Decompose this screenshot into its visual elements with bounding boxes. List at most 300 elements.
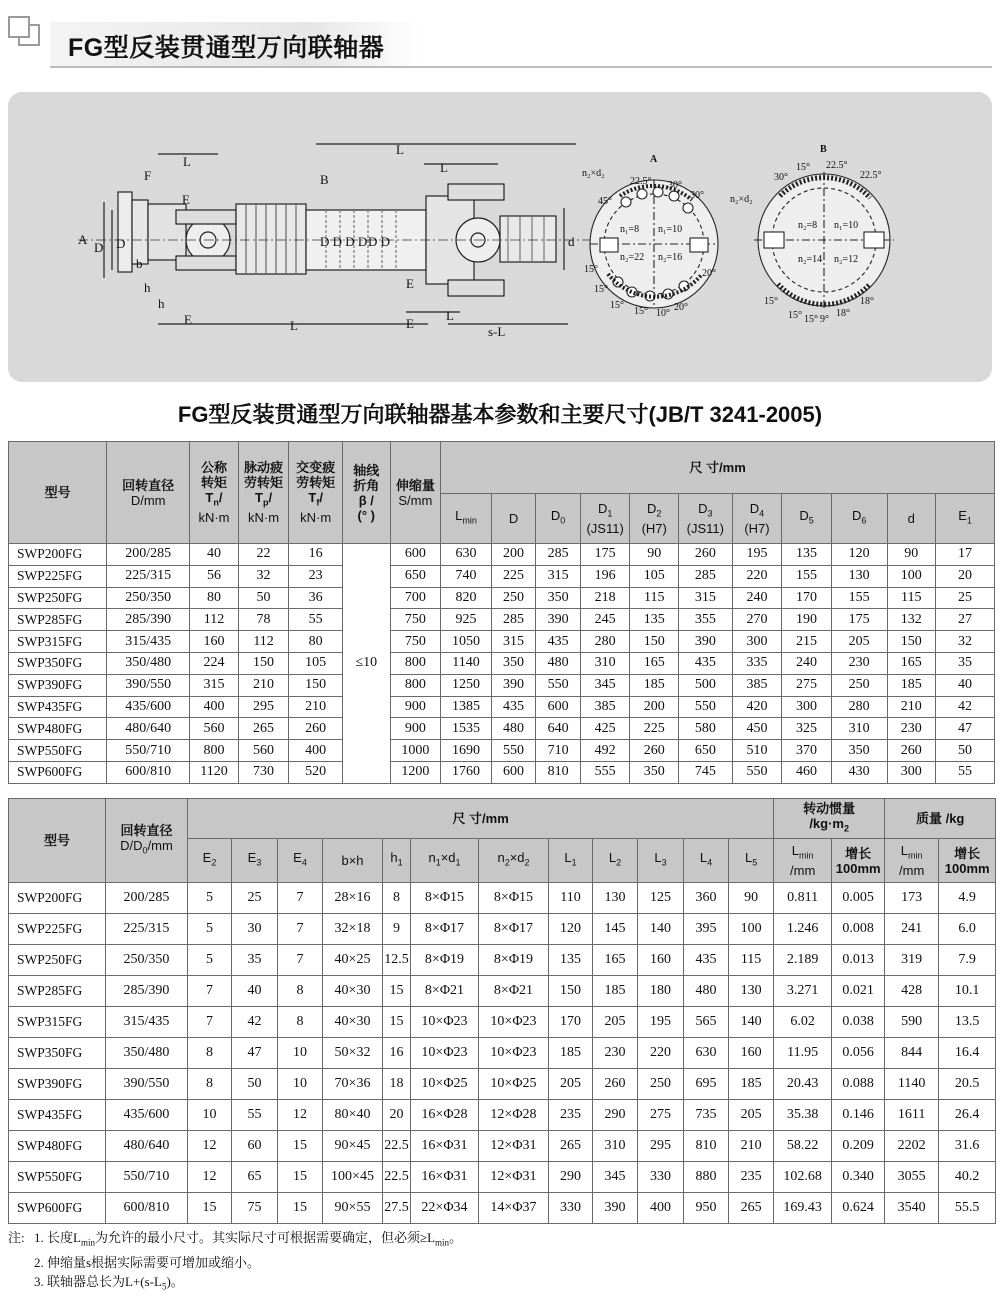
svg-text:n₂×d₂: n₂×d₂: [582, 168, 605, 179]
table-cell: 275: [782, 674, 832, 696]
table-cell: 50×32: [323, 1038, 383, 1069]
table-cell: 600: [491, 761, 536, 783]
col-l5: $L_5$: [729, 839, 774, 883]
table-cell: 165: [630, 652, 679, 674]
svg-text:15°: 15°: [788, 310, 802, 321]
table-cell: 260: [887, 740, 936, 762]
table-cell: 600/810: [106, 1193, 188, 1224]
col-inertia: 转动惯量 $/kg\cdot m_2$: [774, 799, 885, 839]
table-cell: 8×Φ17: [479, 914, 549, 945]
table-cell: 800: [390, 674, 441, 696]
table-cell: 800: [390, 652, 441, 674]
table-cell: 8: [383, 883, 411, 914]
table-cell: 155: [782, 565, 832, 587]
col-e3: $E_3$: [232, 839, 278, 883]
table-cell: 13.5: [939, 1007, 996, 1038]
table-cell: 195: [732, 544, 782, 566]
table-cell: 42: [232, 1007, 278, 1038]
table-cell: 160: [638, 945, 684, 976]
table-cell: 10×Φ25: [411, 1069, 479, 1100]
table-cell: 205: [549, 1069, 593, 1100]
table-cell: 25: [936, 587, 995, 609]
table-cell: 520: [289, 761, 343, 783]
col-inertia-lmin: $L_{min}$ /mm: [774, 839, 832, 883]
table-cell: 250: [831, 674, 887, 696]
table-cell: 355: [679, 609, 733, 631]
table-row: [9, 740, 995, 762]
table-cell: 165: [593, 945, 638, 976]
table-cell: 290: [549, 1162, 593, 1193]
table-cell: 112: [190, 609, 239, 631]
table-row: [9, 609, 995, 631]
table-row: [9, 945, 996, 976]
col-d3: $D_3$ (JS11): [679, 494, 733, 544]
col-d6: $D_6$: [831, 494, 887, 544]
table-cell: 230: [593, 1038, 638, 1069]
table-cell: 310: [593, 1131, 638, 1162]
table-cell: 300: [732, 631, 782, 653]
svg-text:45°: 45°: [598, 196, 612, 207]
table-cell: 120: [549, 914, 593, 945]
table-cell: 260: [679, 544, 733, 566]
table-cell: 600: [536, 696, 581, 718]
model-cell: SWP225FG: [9, 914, 106, 945]
table-cell: 295: [238, 696, 289, 718]
model-cell: SWP600FG: [9, 761, 107, 783]
table-cell: 15: [278, 1162, 323, 1193]
table-cell: 100: [887, 565, 936, 587]
table-cell: 325: [782, 718, 832, 740]
table-cell: 650: [390, 565, 441, 587]
table-cell: 150: [549, 976, 593, 1007]
table-cell: 0.088: [832, 1069, 885, 1100]
svg-text:n₂×d₂: n₂×d₂: [730, 194, 753, 205]
table-cell: 750: [390, 609, 441, 631]
table-cell: 35: [232, 945, 278, 976]
table-row: [9, 1038, 996, 1069]
col-d0: $D_0$: [536, 494, 581, 544]
table-cell: 7: [278, 883, 323, 914]
model-cell: SWP315FG: [9, 1007, 106, 1038]
table-cell: 730: [238, 761, 289, 783]
table-cell: 390/550: [107, 674, 190, 696]
svg-text:20°: 20°: [674, 302, 688, 313]
table-cell: 800: [190, 740, 239, 762]
table-cell: 295: [638, 1131, 684, 1162]
note-3: 3. 联轴器总长为$L+(s-L_5)$。: [34, 1273, 184, 1292]
table-cell: 280: [580, 631, 630, 653]
table-cell: 0.038: [832, 1007, 885, 1038]
table-cell: 90×45: [323, 1131, 383, 1162]
table-cell: 15: [278, 1131, 323, 1162]
table-cell: 10: [278, 1069, 323, 1100]
table-cell: 16: [383, 1038, 411, 1069]
table-cell: 250: [638, 1069, 684, 1100]
table-cell: 8×Φ21: [479, 976, 549, 1007]
table-cell: 160: [190, 631, 239, 653]
svg-text:E: E: [184, 312, 192, 327]
table-cell: 8: [278, 976, 323, 1007]
table-cell: 265: [729, 1193, 774, 1224]
table-cell: 3.271: [774, 976, 832, 1007]
svg-text:18°: 18°: [836, 308, 850, 319]
table-cell: 315/435: [106, 1007, 188, 1038]
table-cell: 225: [491, 565, 536, 587]
table-row: [9, 696, 995, 718]
table-cell: 0.056: [832, 1038, 885, 1069]
svg-text:B: B: [320, 172, 329, 187]
table-cell: 22: [238, 544, 289, 566]
svg-text:E: E: [406, 316, 414, 331]
col-mass-increase: 增长 100mm: [939, 839, 996, 883]
table-cell: 580: [679, 718, 733, 740]
table-cell: 195: [638, 1007, 684, 1038]
svg-text:b: b: [136, 256, 143, 271]
table-cell: 8×Φ19: [411, 945, 479, 976]
table-cell: 185: [593, 976, 638, 1007]
svg-text:22.5°: 22.5°: [630, 176, 652, 187]
table-cell: 3540: [885, 1193, 939, 1224]
table-cell: 0.021: [832, 976, 885, 1007]
svg-text:D D: D D: [368, 234, 391, 249]
table-cell: 5: [188, 945, 232, 976]
table-cell: 7: [188, 1007, 232, 1038]
table-cell: 235: [729, 1162, 774, 1193]
table-cell: 40.2: [939, 1162, 996, 1193]
table-cell: 560: [238, 740, 289, 762]
model-cell: SWP285FG: [9, 609, 107, 631]
table-cell: 435/600: [107, 696, 190, 718]
col-model: 型号: [9, 442, 107, 544]
table-cell: 370: [782, 740, 832, 762]
svg-text:15°: 15°: [804, 314, 818, 325]
table-cell: 36: [289, 587, 343, 609]
table-cell: 315: [190, 674, 239, 696]
table-cell: 640: [536, 718, 581, 740]
svg-text:n₂=12: n₂=12: [834, 254, 859, 265]
table-cell: 350: [536, 587, 581, 609]
col-bxh: b×h: [323, 839, 383, 883]
table-cell: 12: [188, 1162, 232, 1193]
svg-text:22.5°: 22.5°: [860, 170, 882, 181]
table-cell: 55: [289, 609, 343, 631]
table-cell: 245: [580, 609, 630, 631]
table-cell: 7.9: [939, 945, 996, 976]
col-d2: $D_2$ (H7): [630, 494, 679, 544]
table-cell: 480: [491, 718, 536, 740]
table-cell: 395: [684, 914, 729, 945]
col-e4: $E_4$: [278, 839, 323, 883]
technical-drawing: [8, 92, 992, 382]
svg-text:15°: 15°: [634, 306, 648, 317]
angle-cell: ≤10: [343, 544, 391, 784]
table-cell: 169.43: [774, 1193, 832, 1224]
table-cell: 70×36: [323, 1069, 383, 1100]
svg-text:n₂=8: n₂=8: [798, 220, 818, 231]
table-cell: 225/315: [106, 914, 188, 945]
note-1: 注: 1. 长度$L_{min}$为允许的最小尺寸。其实际尺寸可根据需要确定，但必须$\ge L_{min}$。: [8, 1230, 463, 1248]
model-cell: SWP285FG: [9, 976, 106, 1007]
table-cell: 210: [887, 696, 936, 718]
table-cell: 390/550: [106, 1069, 188, 1100]
table-cell: 16×Φ28: [411, 1100, 479, 1131]
svg-text:h: h: [158, 296, 165, 311]
svg-text:30°: 30°: [690, 190, 704, 201]
table-cell: 55.5: [939, 1193, 996, 1224]
table-row: [9, 674, 995, 696]
table-cell: 435: [679, 652, 733, 674]
table-cell: 12: [278, 1100, 323, 1131]
table-cell: 220: [732, 565, 782, 587]
table-cell: 310: [580, 652, 630, 674]
col-mass: 质量 /kg: [885, 799, 996, 839]
table-cell: 23: [289, 565, 343, 587]
table-cell: 285/390: [107, 609, 190, 631]
table-cell: 15: [188, 1193, 232, 1224]
table-cell: 700: [390, 587, 441, 609]
table-cell: 50: [238, 587, 289, 609]
table-cell: 315: [491, 631, 536, 653]
table-cell: 8: [278, 1007, 323, 1038]
svg-text:n₁=8: n₁=8: [620, 224, 640, 235]
table-cell: 820: [441, 587, 492, 609]
table-cell: 180: [638, 976, 684, 1007]
table-row: [9, 544, 995, 566]
col-alternating-torque: 交变疲 劳转矩 $T_f/$ kN·m: [289, 442, 343, 544]
table-cell: 345: [593, 1162, 638, 1193]
table-cell: 1690: [441, 740, 492, 762]
table-cell: 390: [679, 631, 733, 653]
col-model: 型号: [9, 799, 106, 883]
col-dimensions: 尺 寸/mm: [188, 799, 774, 839]
table-cell: 215: [782, 631, 832, 653]
table-cell: 8: [188, 1038, 232, 1069]
table-cell: 185: [887, 674, 936, 696]
table-cell: 32: [936, 631, 995, 653]
table-cell: 630: [441, 544, 492, 566]
table-cell: 360: [684, 883, 729, 914]
table-cell: 65: [232, 1162, 278, 1193]
svg-text:10°: 10°: [656, 308, 670, 319]
col-axis-angle: 轴线 折角 β / (° ): [343, 442, 391, 544]
table-cell: 25: [232, 883, 278, 914]
table-cell: 315/435: [107, 631, 190, 653]
table-cell: 430: [831, 761, 887, 783]
table-cell: 480: [684, 976, 729, 1007]
svg-text:s-L: s-L: [488, 324, 506, 339]
table-cell: 210: [729, 1131, 774, 1162]
table-cell: 230: [831, 652, 887, 674]
model-cell: SWP550FG: [9, 1162, 106, 1193]
table-title: FG型反装贯通型万向联轴器基本参数和主要尺寸(JB/T 3241-2005): [177, 402, 823, 427]
table-cell: 240: [782, 652, 832, 674]
table-row: [9, 1007, 996, 1038]
table-cell: 115: [729, 945, 774, 976]
table-cell: 130: [729, 976, 774, 1007]
table-cell: 250: [491, 587, 536, 609]
table-cell: 350: [491, 652, 536, 674]
table-row: [9, 1131, 996, 1162]
table-cell: 110: [549, 883, 593, 914]
table-row: [9, 565, 995, 587]
svg-text:F: F: [144, 168, 152, 183]
col-n1d1: $n_1\times d_1$: [411, 839, 479, 883]
table-cell: 205: [831, 631, 887, 653]
table-cell: 75: [232, 1193, 278, 1224]
table-row: [9, 761, 995, 783]
table-cell: 285: [491, 609, 536, 631]
table-cell: 200: [491, 544, 536, 566]
table-cell: 900: [390, 696, 441, 718]
table-cell: 0.013: [832, 945, 885, 976]
table-cell: 1200: [390, 761, 441, 783]
svg-text:9°: 9°: [820, 314, 829, 325]
col-d5: $D_5$: [782, 494, 832, 544]
table-cell: 6.02: [774, 1007, 832, 1038]
table-cell: 135: [630, 609, 679, 631]
table-cell: 319: [885, 945, 939, 976]
table-cell: 205: [729, 1100, 774, 1131]
table-cell: 230: [887, 718, 936, 740]
table-cell: 1000: [390, 740, 441, 762]
table-cell: 285: [536, 544, 581, 566]
table-cell: 550: [536, 674, 581, 696]
table-cell: 10×Φ25: [479, 1069, 549, 1100]
table-cell: 130: [593, 883, 638, 914]
model-cell: SWP350FG: [9, 1038, 106, 1069]
dimensions-body: [9, 883, 996, 1224]
table-cell: 12×Φ31: [479, 1162, 549, 1193]
table-cell: 170: [782, 587, 832, 609]
table-cell: 10: [278, 1038, 323, 1069]
model-cell: SWP200FG: [9, 544, 107, 566]
table-cell: 90: [729, 883, 774, 914]
page-header: [0, 0, 1000, 82]
table-cell: 10×Φ23: [411, 1038, 479, 1069]
table-cell: 385: [580, 696, 630, 718]
table-cell: 0.146: [832, 1100, 885, 1131]
model-cell: SWP390FG: [9, 674, 107, 696]
table-cell: 18: [383, 1069, 411, 1100]
table-cell: 47: [232, 1038, 278, 1069]
table-cell: 175: [580, 544, 630, 566]
table-cell: 8×Φ15: [411, 883, 479, 914]
table-cell: 220: [638, 1038, 684, 1069]
table-cell: 32: [238, 565, 289, 587]
table-cell: 80×40: [323, 1100, 383, 1131]
table-cell: 40×25: [323, 945, 383, 976]
basic-parameters-body: [9, 544, 995, 784]
table-cell: 26.4: [939, 1100, 996, 1131]
model-cell: SWP480FG: [9, 718, 107, 740]
table-cell: 7: [278, 914, 323, 945]
table-row: [9, 718, 995, 740]
table-cell: 8×Φ19: [479, 945, 549, 976]
table-cell: 55: [232, 1100, 278, 1131]
table-cell: 350: [831, 740, 887, 762]
table-cell: 90: [630, 544, 679, 566]
table-cell: 270: [732, 609, 782, 631]
table-cell: 240: [732, 587, 782, 609]
drawing-svg: [8, 92, 992, 382]
svg-text:n₂=16: n₂=16: [658, 252, 683, 263]
table-cell: 200: [630, 696, 679, 718]
table-cell: 40: [190, 544, 239, 566]
table-cell: 1535: [441, 718, 492, 740]
table-cell: 150: [289, 674, 343, 696]
svg-text:L: L: [183, 154, 191, 169]
table-cell: 140: [729, 1007, 774, 1038]
table-cell: 15: [383, 1007, 411, 1038]
table-cell: 0.340: [832, 1162, 885, 1193]
table-cell: 10×Φ23: [479, 1007, 549, 1038]
table-cell: 1140: [441, 652, 492, 674]
table-cell: 492: [580, 740, 630, 762]
model-cell: SWP390FG: [9, 1069, 106, 1100]
table-cell: 4.9: [939, 883, 996, 914]
table-cell: 100: [729, 914, 774, 945]
table-cell: 5: [188, 883, 232, 914]
table-cell: 11.95: [774, 1038, 832, 1069]
table-cell: 20.5: [939, 1069, 996, 1100]
table-cell: 12: [188, 1131, 232, 1162]
table-cell: 1.246: [774, 914, 832, 945]
table-cell: 15: [383, 976, 411, 1007]
table-cell: 10×Φ23: [411, 1007, 479, 1038]
notes: [8, 1228, 998, 1296]
table-cell: 105: [630, 565, 679, 587]
svg-text:L: L: [396, 142, 404, 157]
table-cell: 60: [232, 1131, 278, 1162]
table-cell: 460: [782, 761, 832, 783]
table-cell: 115: [630, 587, 679, 609]
table-cell: 0.209: [832, 1131, 885, 1162]
col-d-small: d: [887, 494, 936, 544]
svg-text:d: d: [568, 234, 575, 249]
table-cell: 435: [684, 945, 729, 976]
model-cell: SWP315FG: [9, 631, 107, 653]
table-cell: 550/710: [106, 1162, 188, 1193]
table-cell: 900: [390, 718, 441, 740]
table-cell: 80: [190, 587, 239, 609]
table-cell: 740: [441, 565, 492, 587]
col-d4: $D_4$ (H7): [732, 494, 782, 544]
svg-text:h: h: [144, 280, 151, 295]
table-cell: 330: [638, 1162, 684, 1193]
table-cell: 1250: [441, 674, 492, 696]
table-cell: 600/810: [107, 761, 190, 783]
table-cell: 90: [887, 544, 936, 566]
basic-parameters-table: [8, 441, 995, 784]
table-cell: 8: [188, 1069, 232, 1100]
table-cell: 105: [289, 652, 343, 674]
table-cell: 185: [729, 1069, 774, 1100]
table-cell: 650: [679, 740, 733, 762]
model-cell: SWP250FG: [9, 945, 106, 976]
table-cell: 450: [732, 718, 782, 740]
model-cell: SWP550FG: [9, 740, 107, 762]
table-cell: 50: [936, 740, 995, 762]
table-cell: 190: [782, 609, 832, 631]
table-cell: 47: [936, 718, 995, 740]
table-cell: 435: [536, 631, 581, 653]
col-mass-lmin: $L_{min}$ /mm: [885, 839, 939, 883]
table-row: [9, 1069, 996, 1100]
table-cell: 27: [936, 609, 995, 631]
table-cell: 90×55: [323, 1193, 383, 1224]
table-cell: 9: [383, 914, 411, 945]
table-row: [9, 652, 995, 674]
